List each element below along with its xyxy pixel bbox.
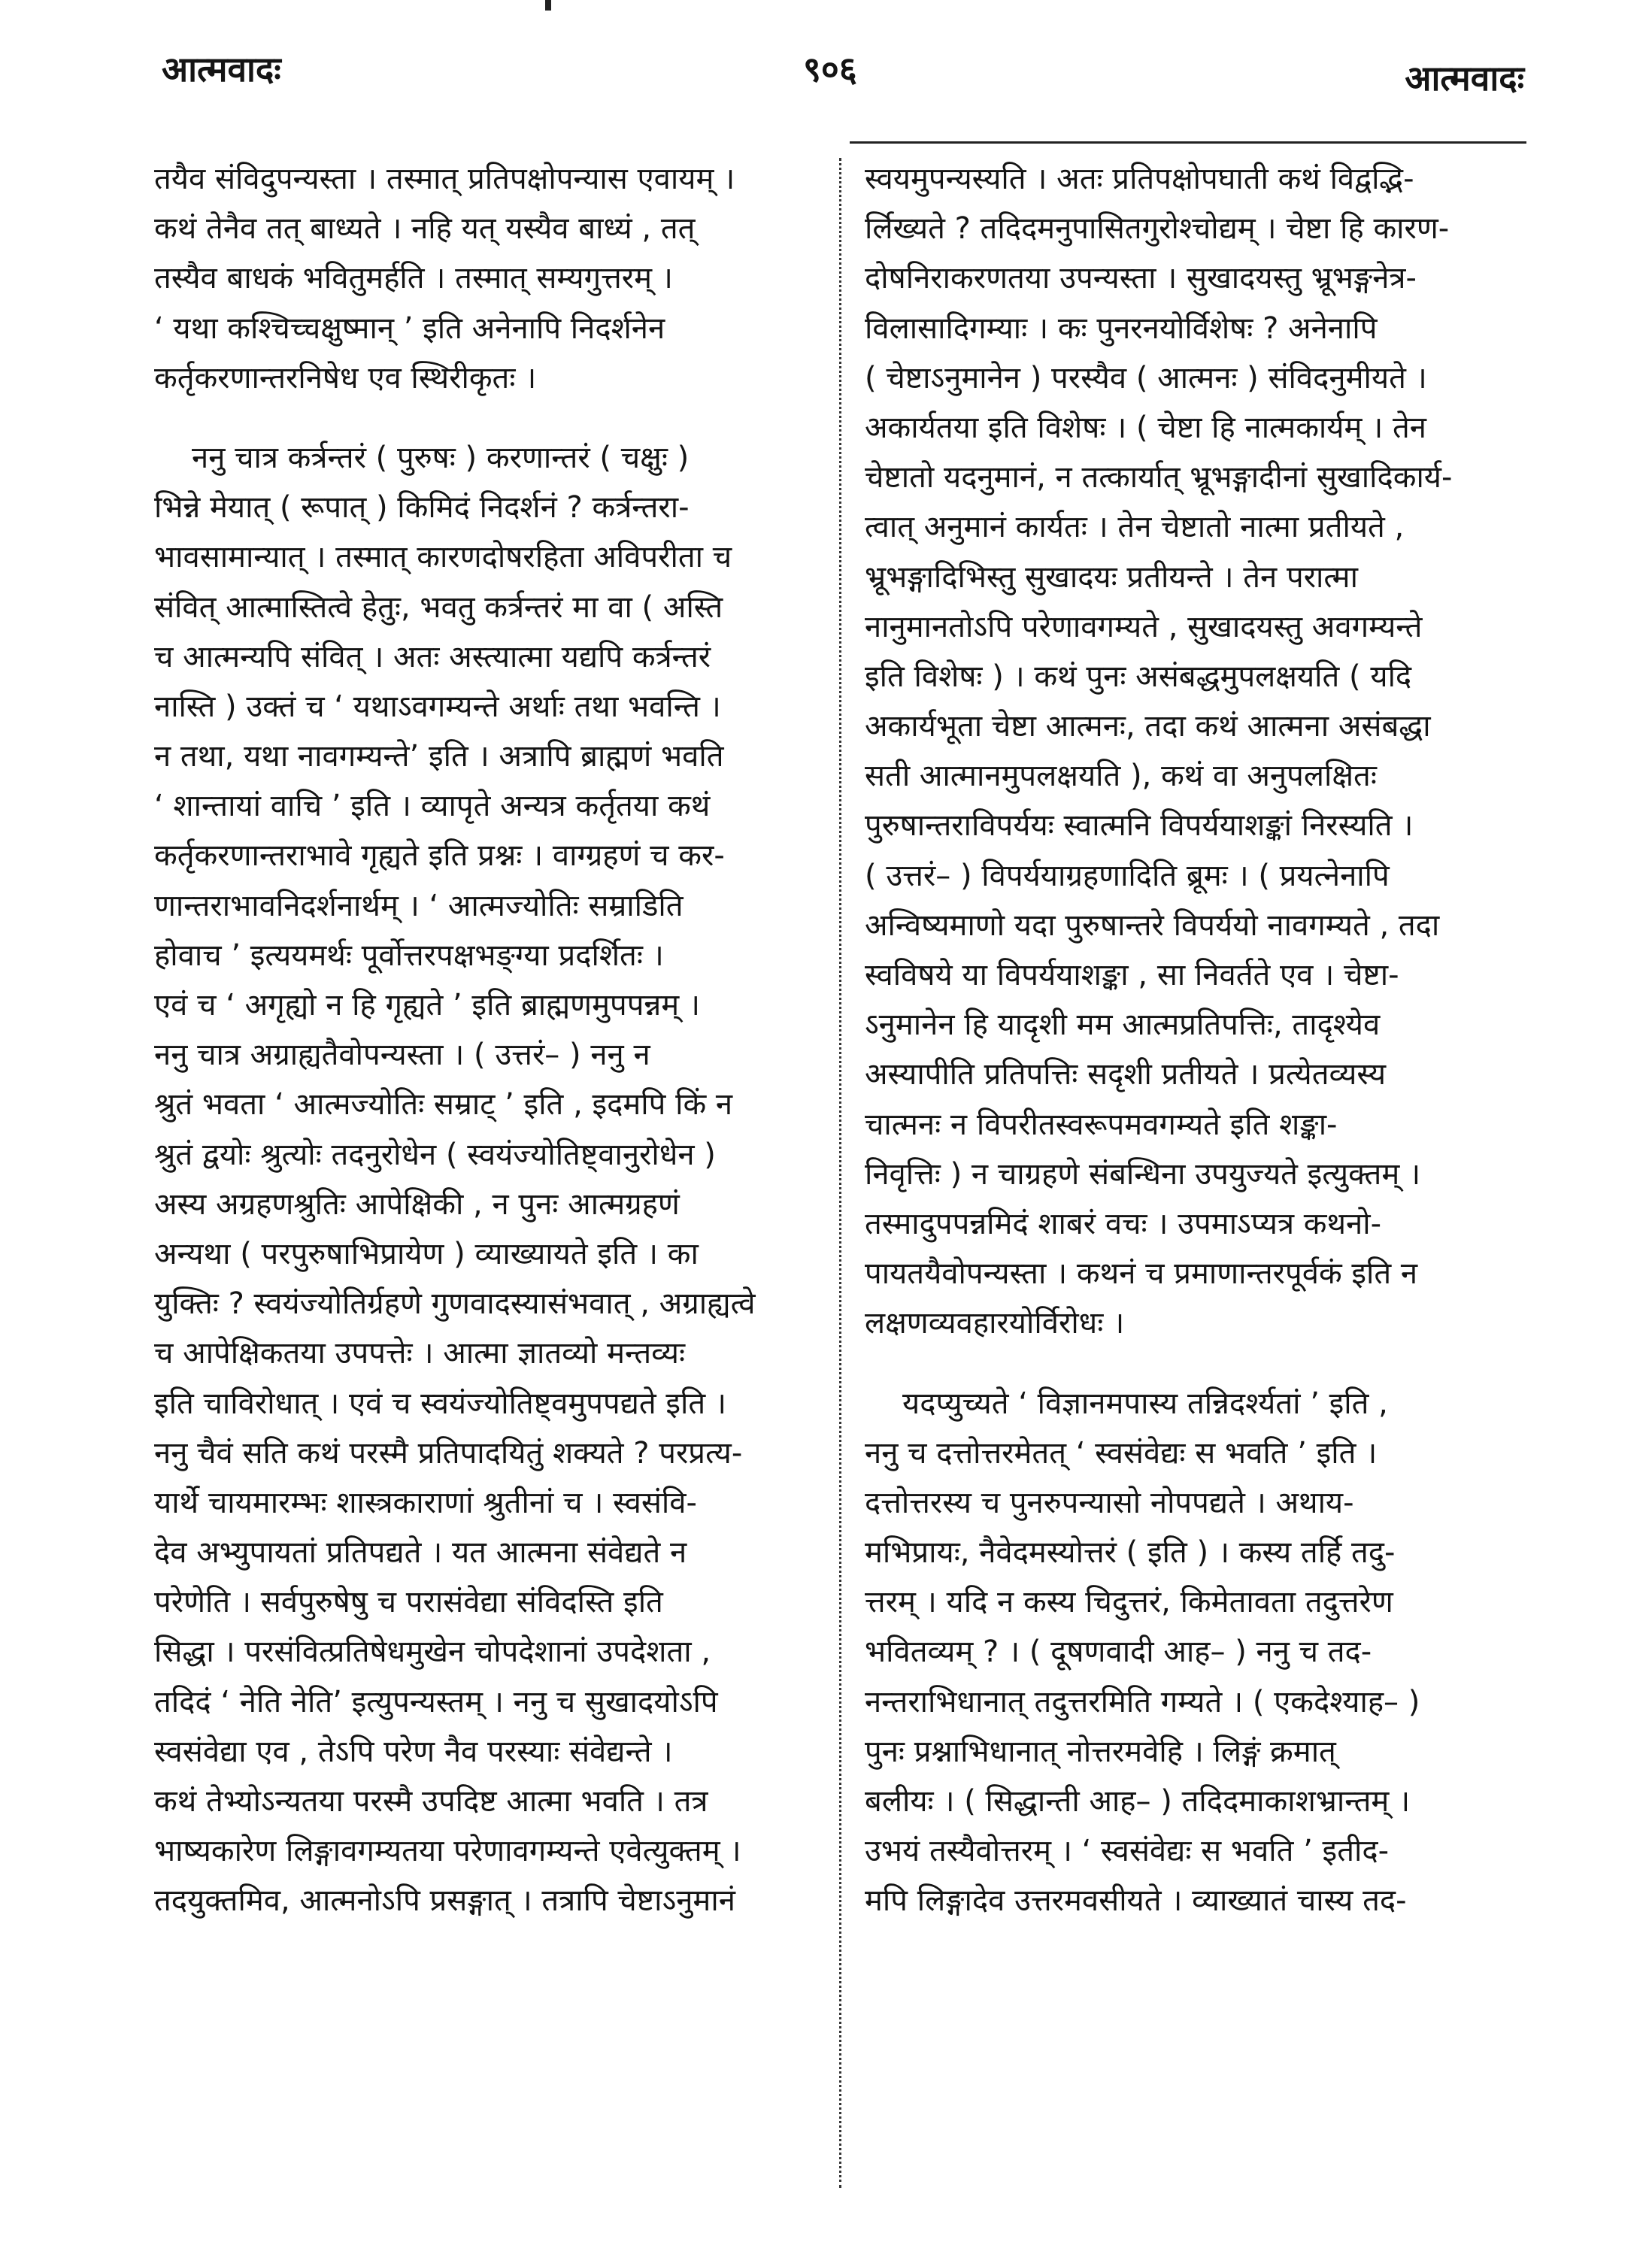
text-line: अन्यथा ( परपुरुषाभिप्रायेण ) व्याख्यायते इति । का bbox=[154, 1236, 699, 1271]
text-line: अन्विष्यमाणो यदा पुरुषान्तरे विपर्ययो नावगम्यते , तदा bbox=[865, 907, 1440, 943]
running-head-left: आत्मवादः bbox=[162, 49, 281, 89]
text-line: सती आत्मानमुपलक्षयति ), कथं वा अनुपलक्षितः bbox=[865, 759, 1377, 794]
text-line: च आत्मन्यपि संवित् । अतः अस्त्यात्मा यद्यपि कर्त्रन्तरं bbox=[154, 639, 711, 674]
text-line: ( उत्तरं– ) विपर्ययाग्रहणादिति ब्रूमः । ( प्रयत्नेनापि bbox=[865, 858, 1390, 893]
paragraph-gap bbox=[865, 1349, 1526, 1379]
text-line: त्तरम् । यदि न कस्य चिदुत्तरं, किमेतावता तदुत्तरेण bbox=[865, 1585, 1393, 1620]
text-line: मभिप्रायः, नैवेदमस्योत्तरं ( इति ) । कस्य तर्हि तदु- bbox=[865, 1535, 1396, 1571]
text-line: तस्यैव बाधकं भवितुमर्हति । तस्मात् सम्यगुत्तरम् । bbox=[154, 261, 673, 296]
paragraph-gap bbox=[154, 403, 816, 433]
text-line: भ्रूभङ्गादिभिस्तु सुखादयः प्रतीयन्ते । तेन परात्मा bbox=[865, 559, 1358, 595]
text-line: पायतयैवोपन्यस्ता । कथनं च प्रमाणान्तरपूर्वकं इति न bbox=[865, 1256, 1418, 1292]
text-line: कथं तेनैव तत् बाध्यते । नहि यत् यस्यैव बाध्यं , तत् bbox=[154, 211, 696, 247]
text-line: तस्मादुपपन्नमिदं शाबरं वचः । उपमाऽप्यत्र कथनो- bbox=[865, 1206, 1382, 1241]
text-line: अकार्यभूता चेष्टा आत्मनः, तदा कथं आत्मना असंबद्धा bbox=[865, 709, 1431, 744]
text-line: इति चाविरोधात् । एवं च स्वयंज्योतिष्ट्वमुपपद्यते इति । bbox=[154, 1386, 727, 1421]
text-line: यार्थे चायमारम्भः शास्त्रकाराणां श्रुतीनां च । स्वसंवि- bbox=[154, 1485, 697, 1520]
text-line: कर्तृकरणान्तरनिषेध एव स्थिरीकृतः । bbox=[154, 360, 537, 395]
text-line: भावसामान्यात् । तस्मात् कारणदोषरहिता अविपरीता च bbox=[154, 540, 732, 575]
text-line: होवाच ’ इत्ययमर्थः पूर्वोत्तरपक्षभङ्ग्या प्रदर्शितः । bbox=[154, 938, 664, 973]
left-column bbox=[154, 154, 816, 1926]
text-line: भवितव्यम् ? । ( दूषणवादी आह– ) ननु च तद- bbox=[865, 1635, 1372, 1670]
text-line: चेष्टातो यदनुमानं, न तत्कार्यात् भ्रूभङ्गादीनां सुखादिकार्य- bbox=[865, 460, 1453, 495]
text-line: यदप्युच्यते ‘ विज्ञानमपास्य तन्निदर्श्यतां ’ इति , bbox=[902, 1386, 1388, 1421]
running-head-right: आत्मवादः bbox=[1405, 58, 1524, 98]
page-number: ९०६ bbox=[803, 49, 857, 89]
text-line: भाष्यकारेण लिङ्गावगम्यतया परेणावगम्यन्ते एवेत्युक्तम् । bbox=[154, 1834, 741, 1869]
column-divider bbox=[839, 158, 841, 2188]
text-line: ननु चात्र कर्त्रन्तरं ( पुरुषः ) करणान्तरं ( चक्षुः ) bbox=[192, 440, 690, 475]
text-line: नास्ति ) उक्तं च ‘ यथाऽवगम्यन्ते अर्थाः तथा भवन्ति । bbox=[154, 689, 721, 724]
text-line: विलासादिगम्याः । कः पुनरनयोर्विशेषः ? अनेनापि bbox=[865, 311, 1378, 346]
text-line: तदिदं ‘ नेति नेति’ इत्युपन्यस्तम् । ननु च सुखादयोऽपि bbox=[154, 1684, 718, 1719]
text-line: णान्तराभावनिदर्शनार्थम् । ‘ आत्मज्योतिः सम्राडिति bbox=[154, 888, 684, 923]
text-line: स्वविषये या विपर्ययाशङ्का , सा निवर्तते एव । चेष्टा- bbox=[865, 958, 1399, 992]
text-line: ऽनुमानेन हि यादृशी मम आत्मप्रतिपत्तिः, तादृश्येव bbox=[865, 1007, 1381, 1043]
text-line: ननु च दत्तोत्तरमेतत् ‘ स्वसंवेद्यः स भवति ’ इति । bbox=[865, 1435, 1378, 1471]
text-line: त्वात् अनुमानं कार्यतः । तेन चेष्टातो नात्मा प्रतीयते , bbox=[865, 510, 1405, 545]
text-line: तयैव संविदुपन्यस्ता । तस्मात् प्रतिपक्षोपन्यास एवायम् । bbox=[154, 162, 735, 196]
text-line: चात्मनः न विपरीतस्वरूपमवगम्यते इति शङ्का- bbox=[865, 1107, 1338, 1142]
text-line: र्लिख्यते ? तदिदमनुपासितगुरोश्चोद्यम् । चेष्टा हि कारण- bbox=[865, 211, 1450, 247]
text-line: ननु चैवं सति कथं परस्मै प्रतिपादयितुं शक्यते ? परप्रत्य- bbox=[154, 1435, 743, 1471]
text-line: च आपेक्षिकतया उपपत्तेः । आत्मा ज्ञातव्यो मन्तव्यः bbox=[154, 1336, 686, 1371]
text-line: ननु चात्र अग्राह्यतैवोपन्यस्ता । ( उत्तरं– ) ननु न bbox=[154, 1038, 650, 1073]
text-line: पुनः प्रश्नाभिधानात् नोत्तरमवेहि । लिङ्गं क्रमात् bbox=[865, 1734, 1336, 1769]
text-line: दत्तोत्तरस्य च पुनरुपन्यासो नोपपद्यते । अथाय- bbox=[865, 1485, 1354, 1520]
text-line: संवित् आत्मास्तित्वे हेतुः, भवतु कर्त्रन्तरं मा वा ( अस्ति bbox=[154, 589, 723, 625]
text-line: परेणेति । सर्वपुरुषेषु च परासंवेद्या संविदस्ति इति bbox=[154, 1585, 663, 1620]
text-line: भिन्ने मेयात् ( रूपात् ) किमिदं निदर्शनं ? कर्त्रन्तरा- bbox=[154, 490, 690, 526]
text-line: स्वयमुपन्यस्यति । अतः प्रतिपक्षोपघाती कथं विद्वद्भि- bbox=[865, 162, 1414, 196]
text-line: न तथा, यथा नावगम्यन्ते’ इति । अत्रापि ब्राह्मणं भवति bbox=[154, 739, 724, 774]
text-line: उभयं तस्यैवोत्तरम् । ‘ स्वसंवेद्यः स भवति ’ इतीद- bbox=[865, 1834, 1390, 1869]
text-line: ( चेष्टाऽनुमानेन ) परस्यैव ( आत्मनः ) संविदनुमीयते । bbox=[865, 360, 1427, 395]
text-line: इति विशेषः ) । कथं पुनः असंबद्धमुपलक्षयति ( यदि bbox=[865, 659, 1412, 694]
right-column bbox=[865, 154, 1526, 1926]
text-line: निवृत्तिः ) न चाग्रहणे संबन्धिना उपयुज्यते इत्युक्तम् । bbox=[865, 1156, 1421, 1192]
text-line: तदयुक्तमिव, आत्मनोऽपि प्रसङ्गात् । तत्रापि चेष्टाऽनुमानं bbox=[154, 1883, 735, 1919]
text-line: ‘ यथा कश्चिच्चक्षुष्मान् ’ इति अनेनापि निदर्शनेन bbox=[154, 311, 665, 346]
text-line: देव अभ्युपायतां प्रतिपद्यते । यत आत्मना संवेद्यते न bbox=[154, 1535, 687, 1571]
text-line: दोषनिराकरणतया उपन्यस्ता । सुखादयस्तु भ्रूभङ्गनेत्र- bbox=[865, 261, 1417, 296]
text-line: कर्तृकरणान्तराभावे गृह्यते इति प्रश्नः । वाग्ग्रहणं च कर- bbox=[154, 838, 725, 874]
header-rule bbox=[850, 141, 1526, 144]
text-line: लक्षणव्यवहारयोर्विरोधः । bbox=[865, 1306, 1125, 1341]
text-line: स्वसंवेद्या एव , तेऽपि परेण नैव परस्याः संवेद्यन्ते । bbox=[154, 1734, 673, 1769]
text-line: श्रुतं भवता ‘ आत्मज्योतिः सम्राट् ’ इति , इदमपि किं न bbox=[154, 1087, 733, 1123]
text-line: पुरुषान्तराविपर्ययः स्वात्मनि विपर्ययाशङ्कां निरस्यति । bbox=[865, 808, 1414, 844]
text-line: मपि लिङ्गादेव उत्तरमवसीयते । व्याख्यातं चास्य तद- bbox=[865, 1883, 1407, 1919]
text-line: अस्यापीति प्रतिपत्तिः सदृशी प्रतीयते । प्रत्येतव्यस्य bbox=[865, 1057, 1387, 1092]
text-line: सिद्धा । परसंवित्प्रतिषेधमुखेन चोपदेशानां उपदेशता , bbox=[154, 1635, 711, 1670]
text-line: अकार्यतया इति विशेषः । ( चेष्टा हि नात्मकार्यम् । तेन bbox=[865, 410, 1426, 445]
text-line: एवं च ‘ अगृह्यो न हि गृह्यते ’ इति ब्राह्मणमुपपन्नम् । bbox=[154, 988, 701, 1023]
text-line: अस्य अग्रहणश्रुतिः आपेक्षिकी , न पुनः आत्मग्रहणं bbox=[154, 1186, 680, 1222]
page-header bbox=[0, 45, 1652, 113]
text-line: ‘ शान्तायां वाचि ’ इति । व्यापृते अन्यत्र कर्तृतया कथं bbox=[154, 789, 711, 824]
text-line: नन्तराभिधानात् तदुत्तरमिति गम्यते । ( एकदेश्याह– ) bbox=[865, 1684, 1420, 1719]
text-line: कथं तेभ्योऽन्यतया परस्मै उपदिष्ट आत्मा भवति । तत्र bbox=[154, 1784, 708, 1819]
text-line: बलीयः । ( सिद्धान्ती आह– ) तदिदमाकाशभ्रान्तम् । bbox=[865, 1784, 1411, 1819]
print-speck bbox=[545, 0, 551, 11]
text-line: नानुमानतोऽपि परेणावगम्यते , सुखादयस्तु अवगम्यन्ते bbox=[865, 609, 1423, 644]
text-line: श्रुतं द्वयोः श्रुत्योः तदनुरोधेन ( स्वयंज्योतिष्ट्वानुरोधेन ) bbox=[154, 1137, 716, 1172]
text-line: युक्तिः ? स्वयंज्योतिर्ग्रहणे गुणवादस्यासंभवात् , अग्राह्यत्वे bbox=[154, 1286, 756, 1322]
